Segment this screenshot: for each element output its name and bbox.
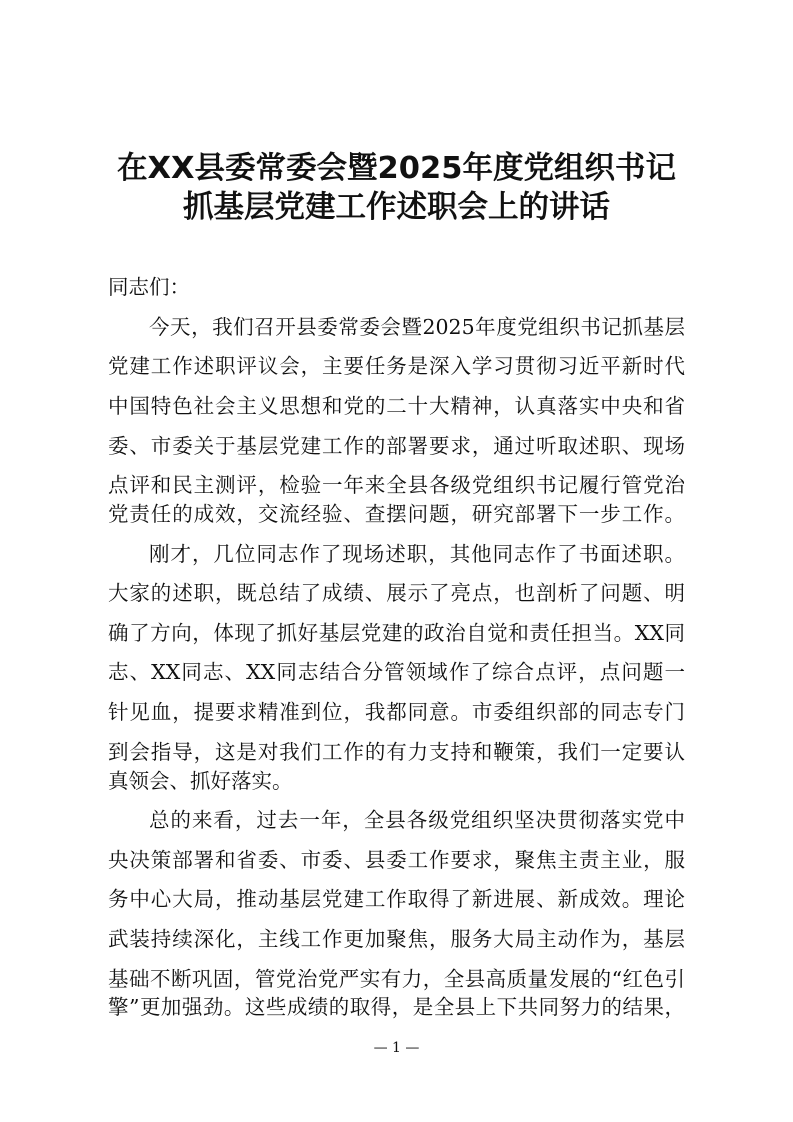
salutation: 同志们： <box>108 275 190 299</box>
document-title-line-2: 抓基层党建工作述职会上的讲话 <box>183 190 610 225</box>
body-line: 武装持续深化，主线工作更加聚焦，服务大局主动作为，基层 <box>108 927 685 951</box>
body-line: 大家的述职，既总结了成绩、展示了亮点，也剖析了问题、明 <box>108 581 685 605</box>
body-line: 中国特色社会主义思想和党的二十大精神，认真落实中央和省 <box>108 394 685 418</box>
body-line: 擎”更加强劲。这些成绩的取得，是全县上下共同努力的结果， <box>108 995 685 1019</box>
body-line: 委、市委关于基层党建工作的部署要求，通过听取述职、现场 <box>108 434 685 458</box>
body-line: 党责任的成效，交流经验、查摆问题，研究部署下一步工作。 <box>108 502 685 526</box>
page-number: — 1 — <box>373 1040 420 1056</box>
body-line: 基础不断巩固，管党治党严实有力，全县高质量发展的“红色引 <box>108 967 685 991</box>
body-line: 央决策部署和省委、市委、县委工作要求，聚焦主责主业，服 <box>108 848 685 872</box>
document-title-line-1: 在XX县委常委会暨2025年度党组织书记 <box>117 151 676 186</box>
body-line: 到会指导，这是对我们工作的有力支持和鞭策，我们一定要认 <box>108 740 685 764</box>
body-line: 今天，我们召开县委常委会暨2025年度党组织书记抓基层 <box>149 315 685 339</box>
body-line: 总的来看，过去一年，全县各级党组织坚决贯彻落实党中 <box>149 808 685 832</box>
body-line: 确了方向，体现了抓好基层党建的政治自觉和责任担当。XX同 <box>108 621 685 645</box>
body-line: 党建工作述职评议会，主要任务是深入学习贯彻习近平新时代 <box>108 354 685 378</box>
body-line: 点评和民主测评，检验一年来全县各级党组织书记履行管党治 <box>108 473 685 497</box>
body-line: 务中心大局，推动基层党建工作取得了新进展、新成效。理论 <box>108 887 685 911</box>
body-line: 刚才，几位同志作了现场述职，其他同志作了书面述职。 <box>149 542 685 566</box>
body-line: 志、XX同志、XX同志结合分管领域作了综合点评，点问题一 <box>108 660 685 684</box>
body-line: 针见血，提要求精准到位，我都同意。市委组织部的同志专门 <box>108 700 685 724</box>
body-line: 真领会、抓好落实。 <box>108 769 293 793</box>
